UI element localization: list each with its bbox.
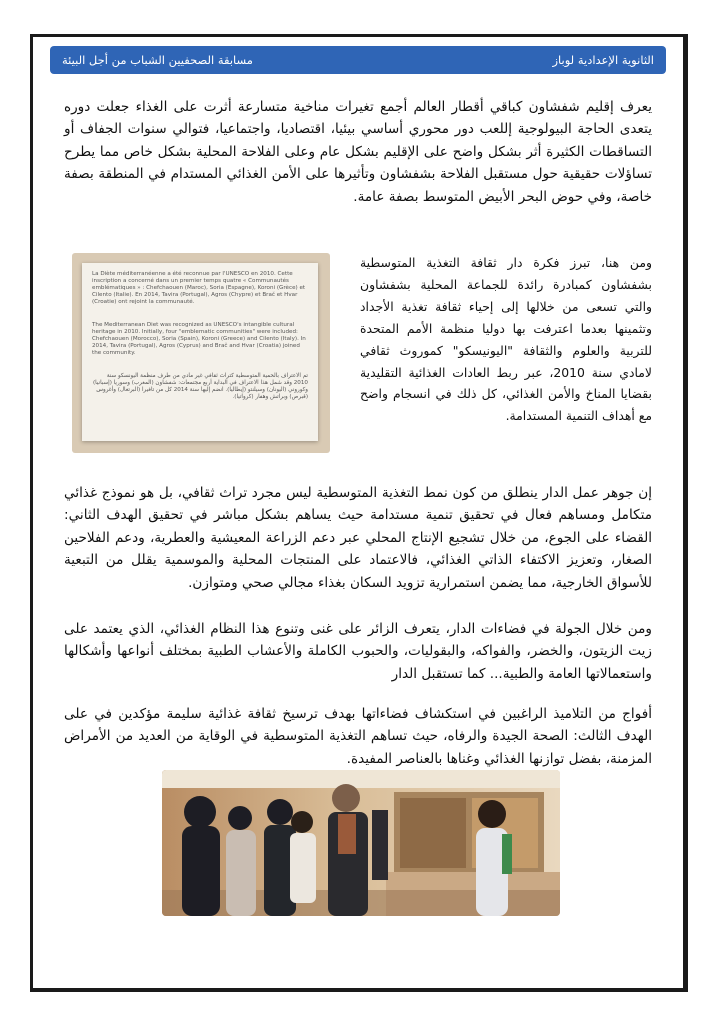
competition-title: مسابقة الصحفيين الشباب من أجل البيئة [62,53,253,67]
unesco-sign-panel [82,263,318,441]
sign-text-french: La Diète méditerranéenne a été reconnue par l'UNESCO en 2010. Cette inscription a concerné dans un premier temps quatre « Communautés emblématiques » : Chefchaouen (Maroc), Soria (Espagne), Koroni (Grèce) et Cilento (Italie). En 2014, Tavira (Portugal), Agros (Chypre) et Brač et Hvar (Croatie) ont rejoint la communauté. [92,271,306,305]
sign-text-english: The Mediterranean Diet was recognized as UNESCO's intangible cultural heritage in 2010. Initially, four "emblematic communities" were included: Chefchaouen (Morocco), Soria (Spain), Koroni (Greece) and Cilento (Italy). In 2014, Tavira (Portugal), Agros (Cyprus) and Brač and Hvar (Croatia) joined the community. [92,322,306,356]
article-paragraph-4: ومن خلال الجولة في فضاءات الدار، يتعرف الزائر على غنى وتنوع هذا النظام الغذائي، الذي يعتمد على زيت الزيتون، والخضر، والفواكه، والبقوليات، والحبوب الكاملة والأعشاب الطبية بمختلف أنواعها وأشكالها واستعمالاتها العامة والطبية... كما تستقبل الدار [64,621,652,682]
article-paragraph-3: إن جوهر عمل الدار ينطلق من كون نمط التغذية المتوسطية ليس مجرد تراث ثقافي، بل هو نموذج غذائي متكامل ومساهم فعال في تحقيق تنمية مستدامة حيث يساهم بشكل مباشر في تحقيق الهدف الثاني: القضاء على الجوع، من خلال تشجيع الإنتاج المحلي عبر دعم الزراعة المعيشية والعطرية، ودعم الفلاحين الصغار، وتعزيز الاكتفاء الذاتي الغذائي، فالاعتماد على المنتجات المحلية والموسمية يقلل من التبعية للأسواق الخارجية، مما يضمن استمرارية تزويد السكان بغذاء مجالي صحي ومتوازن. [64,485,652,591]
header-banner [50,46,666,74]
unesco-sign-photo [72,253,330,453]
sign-text-arabic: تم الاعتراف بالحمية المتوسطية كتراث ثقافي غير مادي من طرف منظمة اليونسكو سنة 2010 وقد شمل هذا الاعتراف في البداية أربع مجتمعات: شفشاون (المغرب) وسوريا (إسبانيا) وكوروني (اليونان) وسيلنتو (إيطاليا). انضم إليها سنة 2014 كل من تافيرا (البرتغال) وأغروس (قبرص) وبراتش وهفار (كرواتيا). [92,373,308,400]
article-paragraph-5: أفواج من التلاميذ الراغبين في استكشاف فضاءاتها بهدف ترسيخ ثقافة غذائية سليمة مؤكدين في على الهدف الثالث: الصحة الجيدة والرفاه، حيث تساهم التغذية المتوسطية في الوقاية من العديد من الأمراض المزمنة، بفضل توازنها الغذائي وغناها بالعناصر المفيدة. [64,706,652,767]
students-visit-illustration [162,770,560,916]
school-name: الثانوية الإعدادية لوباز [552,53,654,67]
article-paragraph-1: يعرف إقليم شفشاون كباقي أقطار العالم أجمع تغيرات مناخية متسارعة أثرت على الغذاء جعلت دوره يتعدى الحاجة البيولوجية إللعب دور محوري أساسي بيئيا، اقتصاديا، واجتماعيا، فتوالي سنوات الجفاف أو التساقطات الكثيرة أثر بشكل واضح على الإقليم بشكل عام وعلى الفلاحة المحلية بشكل خاص مما يطرح تساؤلات حقيقية حول مستقبل الفلاحة بشفشاون وتأثيرها على الأمن الغذائي المستدام في المنطقة بصفة خاصة، وفي حوض البحر الأبيض المتوسط بصفة عامة. [64,99,652,205]
article-paragraph-2: ومن هنا، تبرز فكرة دار ثقافة التغذية المتوسطية بشفشاون كمبادرة رائدة للجماعة المحلية بشفشاون والتي تسعى من خلالها إلى إحياء ثقافة تغذية الأجداد وتثمينها بعدما اعترفت بها دوليا منظمة الأمم المتحدة للتربية والعلوم والثقافة "اليونيسكو" كموروث ثقافي لامادي سنة 2010، عبر ربط العادات الغذائية التقليدية بقضايا المناخ والأمن الغذائي، كل ذلك في انسجام واضح مع أهداف التنمية المستدامة. [360,255,652,424]
students-visit-photo [162,770,560,916]
